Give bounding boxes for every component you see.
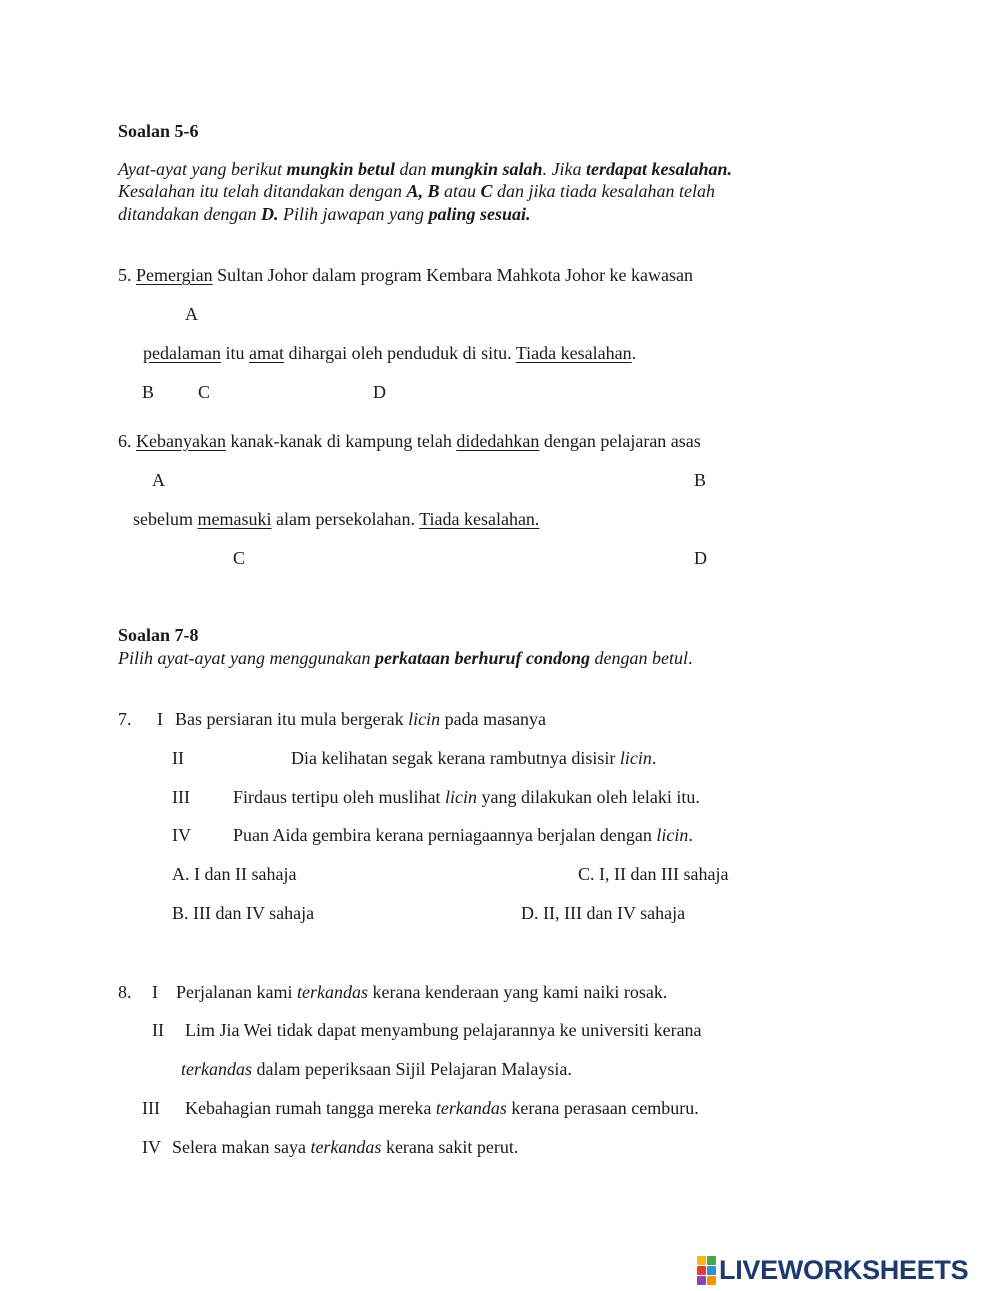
answer-option-b: B. III dan IV sahaja	[172, 903, 315, 923]
statement-ii	[291, 747, 656, 769]
instr-text: dan jika tiada kesalahan telah	[492, 181, 715, 201]
answer-option-a: A. I dan II sahaja	[172, 864, 297, 884]
instr-text: dan	[395, 159, 431, 179]
instr-emphasis: terdapat kesalahan.	[586, 159, 733, 179]
statement-text: kerana kenderaan yang kami naiki rosak.	[367, 982, 668, 1002]
instr-emphasis: mungkin salah	[431, 159, 543, 179]
underlined-word: Tiada kesalahan	[515, 343, 632, 363]
option-label-d: D	[373, 382, 386, 402]
instr-text: atau	[439, 181, 481, 201]
statement-text: Dia kelihatan segak kerana rambutnya disisir	[291, 748, 620, 768]
instr-text: .	[687, 648, 693, 668]
instruction-line-1	[118, 158, 732, 180]
statement-text: kerana sakit perut.	[381, 1137, 519, 1157]
instr-text: . Jika	[542, 159, 587, 179]
statement-text: Kebahagian rumah tangga mereka	[185, 1098, 436, 1118]
roman-numeral: III	[142, 1098, 160, 1118]
italic-word: licin	[444, 787, 477, 807]
statement-i	[175, 708, 546, 730]
roman-numeral: II	[152, 1020, 164, 1040]
statement-text: Selera makan saya	[172, 1137, 311, 1157]
option-label-d: D	[694, 548, 707, 568]
statement-text: .	[651, 748, 657, 768]
instr-text: dengan betul	[590, 648, 688, 668]
instr-emphasis: paling sesuai.	[428, 204, 531, 224]
logo-block	[697, 1276, 706, 1285]
question-number: 8.	[118, 982, 132, 1002]
instr-text: Pilih jawapan yang	[278, 204, 429, 224]
option-label-b: B	[694, 470, 707, 490]
logo-block	[697, 1256, 706, 1265]
logo-block	[707, 1266, 716, 1275]
instr-text: Pilih ayat-ayat yang menggunakan	[118, 648, 375, 668]
italic-word: licin	[408, 709, 441, 729]
instr-text: ditandakan dengan	[118, 204, 261, 224]
statement-iii	[185, 1097, 699, 1119]
statement-text: Puan Aida gembira kerana perniagaannya berjalan dengan	[233, 825, 657, 845]
question-text: sebelum	[133, 509, 198, 529]
logo-text: LIVEWORKSHEETS	[719, 1254, 969, 1285]
italic-word: licin	[656, 825, 689, 845]
roman-numeral: I	[152, 982, 158, 1002]
statement-ii-line-2	[181, 1058, 572, 1080]
instruction-line-2	[118, 180, 715, 202]
instr-emphasis: C	[480, 181, 493, 201]
italic-word: terkandas	[435, 1098, 507, 1118]
underlined-word: Kebanyakan	[136, 431, 226, 451]
question-number: 5.	[118, 265, 136, 285]
option-label-c: C	[233, 548, 246, 568]
underlined-word: Pemergian	[136, 265, 213, 285]
question-text: dengan pelajaran asas	[539, 431, 701, 451]
option-label-b: B	[142, 382, 155, 402]
statement-text: Firdaus tertipu oleh muslihat	[233, 787, 445, 807]
section-heading-7-8: Soalan 7-8	[118, 625, 199, 645]
italic-word: terkandas	[296, 982, 368, 1002]
italic-word: terkandas	[310, 1137, 382, 1157]
section-heading-5-6: Soalan 5-6	[118, 121, 199, 141]
statement-ii-line-1: Lim Jia Wei tidak dapat menyambung pelajarannya ke universiti kerana	[185, 1020, 702, 1040]
roman-numeral: IV	[142, 1137, 161, 1157]
answer-option-c: C. I, II dan III sahaja	[578, 864, 729, 884]
roman-numeral: III	[172, 787, 190, 807]
instr-emphasis: A, B	[406, 181, 440, 201]
statement-text: Perjalanan kami	[176, 982, 297, 1002]
underlined-word: pedalaman	[143, 343, 221, 363]
question-text: itu	[220, 343, 249, 363]
underlined-word: memasuki	[197, 509, 272, 529]
question-5-line-1	[118, 264, 693, 286]
question-text: dihargai oleh penduduk di situ.	[283, 343, 516, 363]
option-label-a: A	[185, 304, 198, 324]
instruction-line-3	[118, 203, 531, 225]
question-number: 6.	[118, 431, 136, 451]
instr-emphasis: D.	[260, 204, 279, 224]
italic-word: licin	[619, 748, 652, 768]
statement-text: pada masanya	[440, 709, 547, 729]
question-text: alam persekolahan.	[271, 509, 420, 529]
statement-text: kerana perasaan cemburu.	[506, 1098, 699, 1118]
statement-i	[176, 981, 667, 1003]
statement-text: yang dilakukan oleh lelaki itu.	[476, 787, 700, 807]
underlined-word: didedahkan	[456, 431, 540, 451]
question-6-line-1	[118, 430, 701, 452]
underlined-word: amat	[248, 343, 284, 363]
question-5-line-2	[143, 342, 636, 364]
logo-block	[697, 1266, 706, 1275]
instr-text: Ayat-ayat yang berikut	[118, 159, 287, 179]
option-label-a: A	[152, 470, 165, 490]
instruction-7-8	[118, 647, 692, 669]
statement-iv	[172, 1136, 518, 1158]
statement-text: dalam peperiksaan Sijil Pelajaran Malaysia.	[252, 1059, 572, 1079]
statement-text: Bas persiaran itu mula bergerak	[175, 709, 409, 729]
statement-iv	[233, 824, 693, 846]
italic-word: terkandas	[181, 1059, 252, 1079]
statement-iii	[233, 786, 700, 808]
underlined-word: Tiada kesalahan.	[419, 509, 540, 529]
logo-block	[707, 1276, 716, 1285]
question-6-line-2	[133, 508, 539, 530]
statement-text: .	[688, 825, 693, 845]
roman-numeral: IV	[172, 825, 191, 845]
liveworksheets-logo	[697, 1252, 968, 1288]
question-text: .	[631, 343, 637, 363]
roman-numeral: II	[172, 748, 184, 768]
question-text: Sultan Johor dalam program Kembara Mahkota Johor ke kawasan	[212, 265, 694, 285]
question-number: 7.	[118, 709, 132, 729]
logo-blocks-icon	[697, 1256, 716, 1285]
instr-emphasis: mungkin betul	[286, 159, 395, 179]
question-text: kanak-kanak di kampung telah	[225, 431, 457, 451]
instr-emphasis: perkataan berhuruf condong	[374, 648, 590, 668]
instr-text: Kesalahan itu telah ditandakan dengan	[118, 181, 407, 201]
roman-numeral: I	[157, 709, 163, 729]
option-label-c: C	[198, 382, 211, 402]
logo-block	[707, 1256, 716, 1265]
answer-option-d: D. II, III dan IV sahaja	[521, 903, 686, 923]
